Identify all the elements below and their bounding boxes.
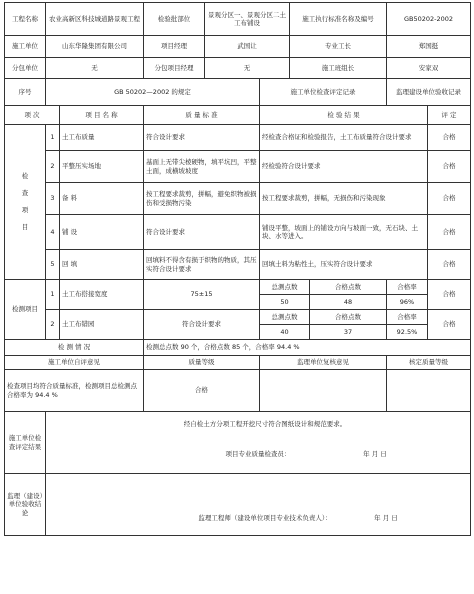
check-item-row	[5, 215, 471, 250]
pass-rate: 96%	[387, 295, 428, 310]
header-row-project	[5, 3, 471, 36]
sequence-label: 序号	[5, 79, 46, 106]
check-item-result: 按工程要求裁剪，拼幅，无损伤和污染现象	[260, 183, 428, 215]
supervisor-conclusion-box	[46, 474, 471, 536]
check-item-standard: 符合设计要求	[144, 125, 260, 151]
subcontractor-label: 分包单位	[5, 58, 46, 79]
project-manager-name: 武国让	[205, 36, 290, 58]
review-header-row	[5, 356, 471, 370]
check-item-name: 土工布质量	[60, 125, 144, 151]
pass-rate: 92.5%	[387, 325, 428, 340]
header-row-contractor	[5, 36, 471, 58]
sub-pm-name: 无	[205, 58, 290, 79]
measure-item-header-row	[5, 310, 471, 325]
supervisor-accept-label: 监理建设单位验收记录	[387, 79, 471, 106]
inspection-record-table	[4, 2, 471, 536]
supervisor-review-label: 监理单位复核意见	[260, 356, 387, 370]
batch-location: 景观分区一、景观分区二土工布铺设	[205, 3, 290, 36]
col-item-type: 项 次	[5, 106, 60, 125]
standard-code: GB50202-2002	[387, 3, 471, 36]
check-item-row	[5, 250, 471, 280]
check-item-row	[5, 125, 471, 151]
check-item-name: 铺 设	[60, 215, 144, 250]
measure-item-standard: 75±15	[144, 280, 260, 310]
pass-points: 48	[310, 295, 387, 310]
team-leader-label: 施工班组长	[290, 58, 387, 79]
check-item-rating: 合格	[428, 250, 471, 280]
total-points-header: 总测点数	[260, 280, 310, 295]
pass-rate-header: 合格率	[387, 310, 428, 325]
check-item-name: 备 料	[60, 183, 144, 215]
spec-text: GB 50202—2002 的规定	[46, 79, 260, 106]
quality-grade-label: 质量等级	[144, 356, 260, 370]
sub-pm-label: 分包项目经理	[144, 58, 205, 79]
measure-group-label: 检测项目	[5, 280, 46, 340]
supervisor-conclusion-row	[5, 474, 471, 536]
self-eval-text: 检查项目均符合质量标准，检测项目总检测点合格率为 94.4 %	[5, 370, 144, 412]
summary-text: 检测总点数 90 个，合格点数 85 个，合格率 94.4 %	[144, 340, 471, 356]
subcontractor-name: 无	[46, 58, 144, 79]
check-item-row	[5, 151, 471, 183]
check-item-rating: 合格	[428, 215, 471, 250]
measure-item-rating: 合格	[428, 310, 471, 340]
check-item-no: 5	[46, 250, 60, 280]
batch-location-label: 检验批部位	[144, 3, 205, 36]
measure-item-standard: 符合设计要求	[144, 310, 260, 340]
self-eval-label: 施工单位自评意见	[5, 356, 144, 370]
supervising-engineer-signature-label: 监理工程师（建设单位项目专业技术负责人）：	[198, 514, 332, 522]
check-item-name: 平整压实场地	[60, 151, 144, 183]
total-points: 50	[260, 295, 310, 310]
summary-label: 检 测 情 况	[5, 340, 144, 356]
review-value-row	[5, 370, 471, 412]
project-name: 农业高新区科技城道路景观工程	[46, 3, 144, 36]
verified-grade-value	[387, 370, 471, 412]
col-item-name: 项 目 名 称	[60, 106, 144, 125]
check-item-no: 2	[46, 151, 60, 183]
check-group-label: 检查项目	[5, 125, 46, 280]
column-header-row	[5, 106, 471, 125]
contractor-label: 施工单位	[5, 36, 46, 58]
check-item-result: 回填土料为粘性土，压实符合设计要求	[260, 250, 428, 280]
contractor-conclusion-row	[5, 412, 471, 474]
measure-item-rating: 合格	[428, 280, 471, 310]
supervisor-sign-date: 年 月 日	[374, 514, 398, 522]
measure-item-header-row	[5, 280, 471, 295]
pass-points-header: 合格点数	[310, 310, 387, 325]
check-item-no: 3	[46, 183, 60, 215]
check-item-result: 铺设平整，坡面上的铺设方向与坡面一致，无石块、土块、水等进入。	[260, 215, 428, 250]
total-points: 40	[260, 325, 310, 340]
contractor-conclusion-box	[46, 412, 471, 474]
quality-grade: 合格	[144, 370, 260, 412]
spec-row	[5, 79, 471, 106]
contractor-conclusion-text: 经自检土方分项工程开挖尺寸符合图纸设计和规范要求。	[183, 420, 347, 428]
check-item-result: 经检查合格证和检验报告，土工布质量符合设计要求	[260, 125, 428, 151]
check-item-result: 经检验符合设计要求	[260, 151, 428, 183]
measure-item-name: 土工布错园	[60, 310, 144, 340]
standard-label: 施工执行标准名称及编号	[290, 3, 387, 36]
check-item-no: 1	[46, 125, 60, 151]
check-item-no: 4	[46, 215, 60, 250]
quality-inspector-signature-label: 项目专业质量检查员：	[225, 450, 291, 458]
check-item-rating: 合格	[428, 151, 471, 183]
check-item-rating: 合格	[428, 125, 471, 151]
team-leader-name: 安家双	[387, 58, 471, 79]
supervisor-review-value	[260, 370, 387, 412]
measure-item-no: 2	[46, 310, 60, 340]
contractor-sign-date: 年 月 日	[363, 450, 387, 458]
contractor-conclusion-label: 施工单位检查评定结果	[5, 412, 46, 474]
check-item-name: 回 填	[60, 250, 144, 280]
summary-row	[5, 340, 471, 356]
col-quality-standard: 质 量 标 准	[144, 106, 260, 125]
col-check-result: 检 验 结 果	[260, 106, 428, 125]
check-item-standard: 按工程要求裁剪，拼幅，避免织物被损伤和受损物污染	[144, 183, 260, 215]
verified-grade-label: 核定质量等级	[387, 356, 471, 370]
measure-item-no: 1	[46, 280, 60, 310]
check-item-standard: 基面上无带尖棱硬物，填平坑凹，平整土面，成横坡坡度	[144, 151, 260, 183]
total-points-header: 总测点数	[260, 310, 310, 325]
contractor-eval-label: 施工单位检查评定记录	[260, 79, 387, 106]
supervisor-conclusion-label: 监理（建设）单位验收结论	[5, 474, 46, 536]
check-item-row	[5, 183, 471, 215]
foreman-name: 郑国挺	[387, 36, 471, 58]
project-manager-label: 项目经理	[144, 36, 205, 58]
contractor-name: 山东华隆集团有限公司	[46, 36, 144, 58]
foreman-label: 专业工长	[290, 36, 387, 58]
pass-points: 37	[310, 325, 387, 340]
check-item-standard: 符合设计要求	[144, 215, 260, 250]
col-rating: 评 定	[428, 106, 471, 125]
check-item-rating: 合格	[428, 183, 471, 215]
pass-points-header: 合格点数	[310, 280, 387, 295]
project-name-label: 工程名称	[5, 3, 46, 36]
header-row-subcontractor	[5, 58, 471, 79]
pass-rate-header: 合格率	[387, 280, 428, 295]
check-item-standard: 回填料不得含有损于织物的物质，其压实符合设计要求	[144, 250, 260, 280]
measure-item-name: 土工布搭接宽度	[60, 280, 144, 310]
